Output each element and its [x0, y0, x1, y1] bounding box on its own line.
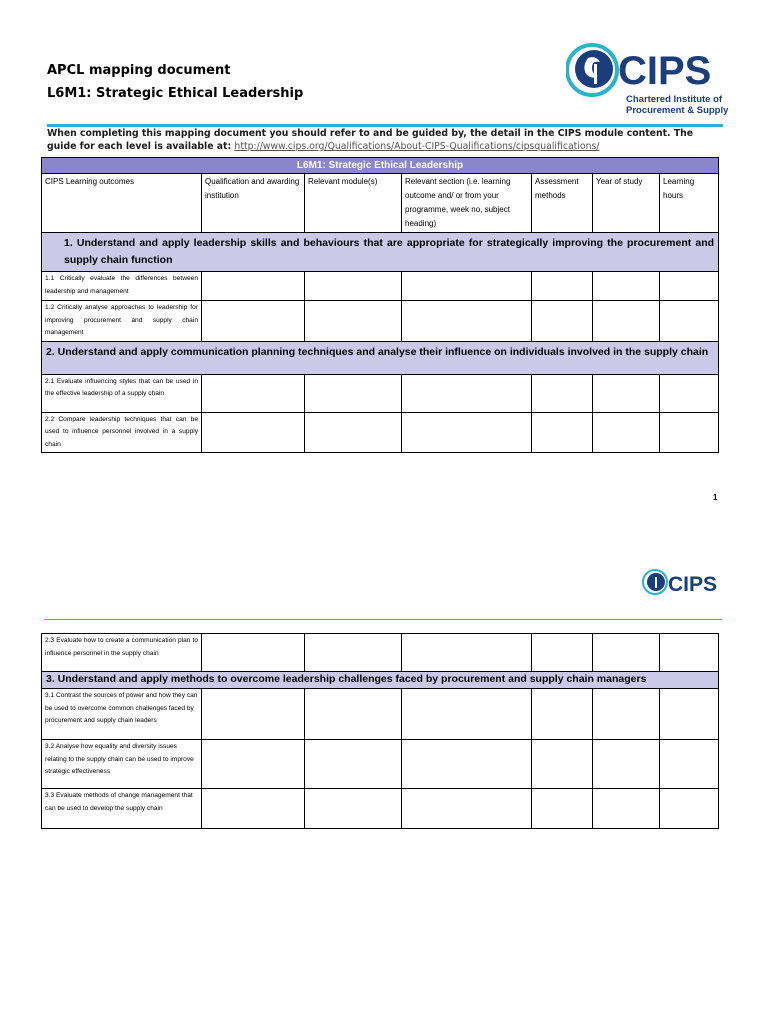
input-cell[interactable] — [305, 634, 402, 672]
table-title: L6M1: Strategic Ethical Leadership — [42, 158, 719, 174]
table-row — [42, 789, 719, 829]
input-cell[interactable] — [305, 412, 402, 453]
svg-text:CIPS: CIPS — [668, 573, 718, 596]
input-cell[interactable] — [532, 789, 593, 829]
input-cell[interactable] — [660, 272, 719, 301]
module-title: L6M1: Strategic Ethical Leadership — [47, 86, 304, 101]
input-cell[interactable] — [593, 689, 660, 740]
input-cell[interactable] — [305, 301, 402, 342]
input-cell[interactable] — [402, 789, 532, 829]
table-row — [42, 412, 719, 453]
learning-outcome: 1.1 Critically evaluate the differences between leadership and management — [42, 272, 202, 301]
table-row — [42, 689, 719, 740]
section-heading: 2. Understand and apply communication planning techniques and analyse their influence on individuals involved in the supply chain — [42, 341, 719, 374]
input-cell[interactable] — [305, 689, 402, 740]
input-cell[interactable] — [202, 272, 305, 301]
table-row — [42, 634, 719, 672]
learning-outcome: 3.1 Contrast the sources of power and how they can be used to overcome common challenges faced by procurement and supply chain leaders — [42, 689, 202, 740]
instruction-text: When completing this mapping document you should refer to and be guided by, the detail in the CIPS module content. The guide for each level is available at: http://www.cips.org/Qualifications/About-CIPS-Qualifications/cipsqualifications/ — [47, 128, 694, 152]
input-cell[interactable] — [202, 634, 305, 672]
input-cell[interactable] — [202, 789, 305, 829]
input-cell[interactable] — [402, 374, 532, 412]
cips-logo-small — [642, 567, 722, 597]
input-cell[interactable] — [660, 634, 719, 672]
input-cell[interactable] — [593, 374, 660, 412]
cips-logo-small-icon — [642, 567, 722, 597]
input-cell[interactable] — [532, 374, 593, 412]
section-heading: 1. Understand and apply leadership skills and behaviours that are appropriate for strategically improving the procurement and supply chain function — [42, 233, 719, 272]
table-row — [42, 301, 719, 342]
input-cell[interactable] — [532, 634, 593, 672]
input-cell[interactable] — [532, 272, 593, 301]
input-cell[interactable] — [660, 301, 719, 342]
input-cell[interactable] — [202, 740, 305, 789]
mapping-table-page1 — [41, 157, 719, 453]
table-row — [42, 272, 719, 301]
input-cell[interactable] — [402, 272, 532, 301]
input-cell[interactable] — [532, 301, 593, 342]
input-cell[interactable] — [532, 740, 593, 789]
table-row — [42, 740, 719, 789]
col-header: Learning hours — [660, 174, 719, 233]
learning-outcome: 3.2 Analyse how equality and diversity issues relating to the supply chain can be used to improve strategic effectiveness — [42, 740, 202, 789]
input-cell[interactable] — [202, 374, 305, 412]
input-cell[interactable] — [305, 374, 402, 412]
input-cell[interactable] — [532, 412, 593, 453]
input-cell[interactable] — [660, 689, 719, 740]
input-cell[interactable] — [402, 740, 532, 789]
input-cell[interactable] — [202, 412, 305, 453]
input-cell[interactable] — [402, 634, 532, 672]
input-cell[interactable] — [593, 634, 660, 672]
col-header: Qualification and awarding institution — [202, 174, 305, 233]
col-header: CIPS Learning outcomes — [42, 174, 202, 233]
svg-text:CIPS: CIPS — [618, 49, 712, 93]
col-header: Relevant module(s) — [305, 174, 402, 233]
table-row — [42, 374, 719, 412]
learning-outcome: 3.3 Evaluate methods of change management that can be used to develop the supply chain — [42, 789, 202, 829]
input-cell[interactable] — [532, 689, 593, 740]
header-divider — [44, 619, 722, 620]
input-cell[interactable] — [660, 789, 719, 829]
col-header: Assessment methods — [532, 174, 593, 233]
col-header: Year of study — [593, 174, 660, 233]
input-cell[interactable] — [305, 740, 402, 789]
qualifications-link[interactable]: http://www.cips.org/Qualifications/About-CIPS-Qualifications/cipsqualifications/ — [234, 141, 600, 152]
input-cell[interactable] — [402, 412, 532, 453]
col-header: Relevant section (i.e. learning outcome and/ or from your programme, week no, subject heading) — [402, 174, 532, 233]
cips-logo-text: Chartered Institute of Procurement & Supply — [626, 94, 729, 116]
learning-outcome: 1.2 Critically analyse approaches to leadership for improving procurement and supply chain management — [42, 301, 202, 342]
input-cell[interactable] — [402, 301, 532, 342]
input-cell[interactable] — [593, 789, 660, 829]
input-cell[interactable] — [202, 301, 305, 342]
input-cell[interactable] — [660, 740, 719, 789]
input-cell[interactable] — [402, 689, 532, 740]
section-heading: 3. Understand and apply methods to overcome leadership challenges faced by procurement and supply chain managers — [42, 672, 719, 689]
input-cell[interactable] — [660, 412, 719, 453]
input-cell[interactable] — [593, 272, 660, 301]
document-title: APCL mapping document — [47, 63, 231, 78]
input-cell[interactable] — [305, 272, 402, 301]
input-cell[interactable] — [593, 740, 660, 789]
input-cell[interactable] — [305, 789, 402, 829]
input-cell[interactable] — [593, 301, 660, 342]
learning-outcome: 2.2 Compare leadership techniques that can be used to influence personnel involved in a supply chain — [42, 412, 202, 453]
input-cell[interactable] — [593, 412, 660, 453]
input-cell[interactable] — [660, 374, 719, 412]
page-number: 1 — [713, 493, 718, 502]
learning-outcome: 2.1 Evaluate influencing styles that can be used in the effective leadership of a supply chain — [42, 374, 202, 412]
input-cell[interactable] — [202, 689, 305, 740]
learning-outcome: 2.3 Evaluate how to create a communication plan to influence personnel in the supply chain — [42, 634, 202, 672]
mapping-table-page2 — [41, 633, 719, 829]
header-row — [42, 174, 719, 233]
